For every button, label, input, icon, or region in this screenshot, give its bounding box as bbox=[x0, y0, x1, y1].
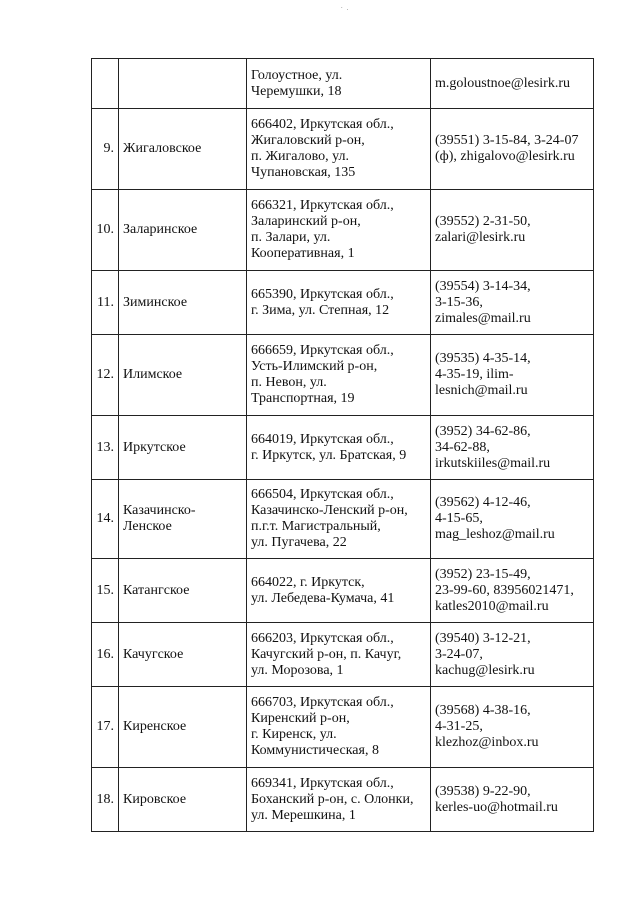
forestry-name: Кировское bbox=[119, 768, 247, 832]
forestry-address: 669341, Иркутская обл., Боханский р-он, с. Олонки, ул. Мерешкина, 1 bbox=[247, 768, 431, 832]
table-row bbox=[92, 480, 594, 559]
forestry-name: Жигаловское bbox=[119, 109, 247, 190]
forestry-name: Казачинско- Ленское bbox=[119, 480, 247, 559]
forestry-address: 664022, г. Иркутск, ул. Лебедева-Кумача, 41 bbox=[247, 559, 431, 623]
table-row bbox=[92, 623, 594, 687]
table-row bbox=[92, 271, 594, 335]
forestry-address: 666203, Иркутская обл., Качугский р-он, п. Качуг, ул. Морозова, 1 bbox=[247, 623, 431, 687]
row-number: 13. bbox=[92, 416, 119, 480]
forestry-contacts: (39552) 2-31-50, zalari@lesirk.ru bbox=[431, 190, 594, 271]
forestry-name: Катангское bbox=[119, 559, 247, 623]
row-number: 14. bbox=[92, 480, 119, 559]
forestry-registry-table bbox=[91, 58, 594, 832]
row-number: 16. bbox=[92, 623, 119, 687]
forestry-address: 666659, Иркутская обл., Усть-Илимский р-он, п. Невон, ул. Транспортная, 19 bbox=[247, 335, 431, 416]
forestry-address: 666703, Иркутская обл., Киренский р-он, г. Киренск, ул. Коммунистическая, 8 bbox=[247, 687, 431, 768]
table-row bbox=[92, 335, 594, 416]
forestry-address: 666402, Иркутская обл., Жигаловский р-он, п. Жигалово, ул. Чупановская, 135 bbox=[247, 109, 431, 190]
row-number: 9. bbox=[92, 109, 119, 190]
forestry-name: Качугское bbox=[119, 623, 247, 687]
table-row bbox=[92, 687, 594, 768]
forestry-name bbox=[119, 59, 247, 109]
table-row bbox=[92, 416, 594, 480]
forestry-address: Голоустное, ул. Черемушки, 18 bbox=[247, 59, 431, 109]
forestry-contacts: (39551) 3-15-84, 3-24-07 (ф), zhigalovo@lesirk.ru bbox=[431, 109, 594, 190]
row-number: 12. bbox=[92, 335, 119, 416]
forestry-name: Илимское bbox=[119, 335, 247, 416]
forestry-contacts: (3952) 23-15-49, 23-99-60, 83956021471, katles2010@mail.ru bbox=[431, 559, 594, 623]
row-number: 15. bbox=[92, 559, 119, 623]
forestry-name: Киренское bbox=[119, 687, 247, 768]
row-number: 11. bbox=[92, 271, 119, 335]
table-row bbox=[92, 559, 594, 623]
row-number: 17. bbox=[92, 687, 119, 768]
forestry-name: Зиминское bbox=[119, 271, 247, 335]
forestry-contacts: (39540) 3-12-21, 3-24-07, kachug@lesirk.ru bbox=[431, 623, 594, 687]
table-row bbox=[92, 59, 594, 109]
forestry-contacts: (39538) 9-22-90, kerles-uo@hotmail.ru bbox=[431, 768, 594, 832]
forestry-contacts: (39554) 3-14-34, 3-15-36, zimales@mail.ru bbox=[431, 271, 594, 335]
forestry-name: Заларинское bbox=[119, 190, 247, 271]
forestry-address: 666321, Иркутская обл., Заларинский р-он, п. Залари, ул. Кооперативная, 1 bbox=[247, 190, 431, 271]
table-row bbox=[92, 109, 594, 190]
forestry-address: 664019, Иркутская обл., г. Иркутск, ул. Братская, 9 bbox=[247, 416, 431, 480]
forestry-contacts: (39568) 4-38-16, 4-31-25, klezhoz@inbox.ru bbox=[431, 687, 594, 768]
forestry-contacts: (39562) 4-12-46, 4-15-65, mag_leshoz@mail.ru bbox=[431, 480, 594, 559]
row-number bbox=[92, 59, 119, 109]
forestry-address: 666504, Иркутская обл., Казачинско-Ленский р-он, п.г.т. Магистральный, ул. Пугачева, 22 bbox=[247, 480, 431, 559]
forestry-name: Иркутское bbox=[119, 416, 247, 480]
page-mark: · . bbox=[340, 4, 350, 12]
row-number: 18. bbox=[92, 768, 119, 832]
table-row bbox=[92, 190, 594, 271]
row-number: 10. bbox=[92, 190, 119, 271]
forestry-contacts: m.goloustnoe@lesirk.ru bbox=[431, 59, 594, 109]
forestry-address: 665390, Иркутская обл., г. Зима, ул. Степная, 12 bbox=[247, 271, 431, 335]
forestry-contacts: (3952) 34-62-86, 34-62-88, irkutskiiles@mail.ru bbox=[431, 416, 594, 480]
table-row bbox=[92, 768, 594, 832]
forestry-contacts: (39535) 4-35-14, 4-35-19, ilim- lesnich@mail.ru bbox=[431, 335, 594, 416]
